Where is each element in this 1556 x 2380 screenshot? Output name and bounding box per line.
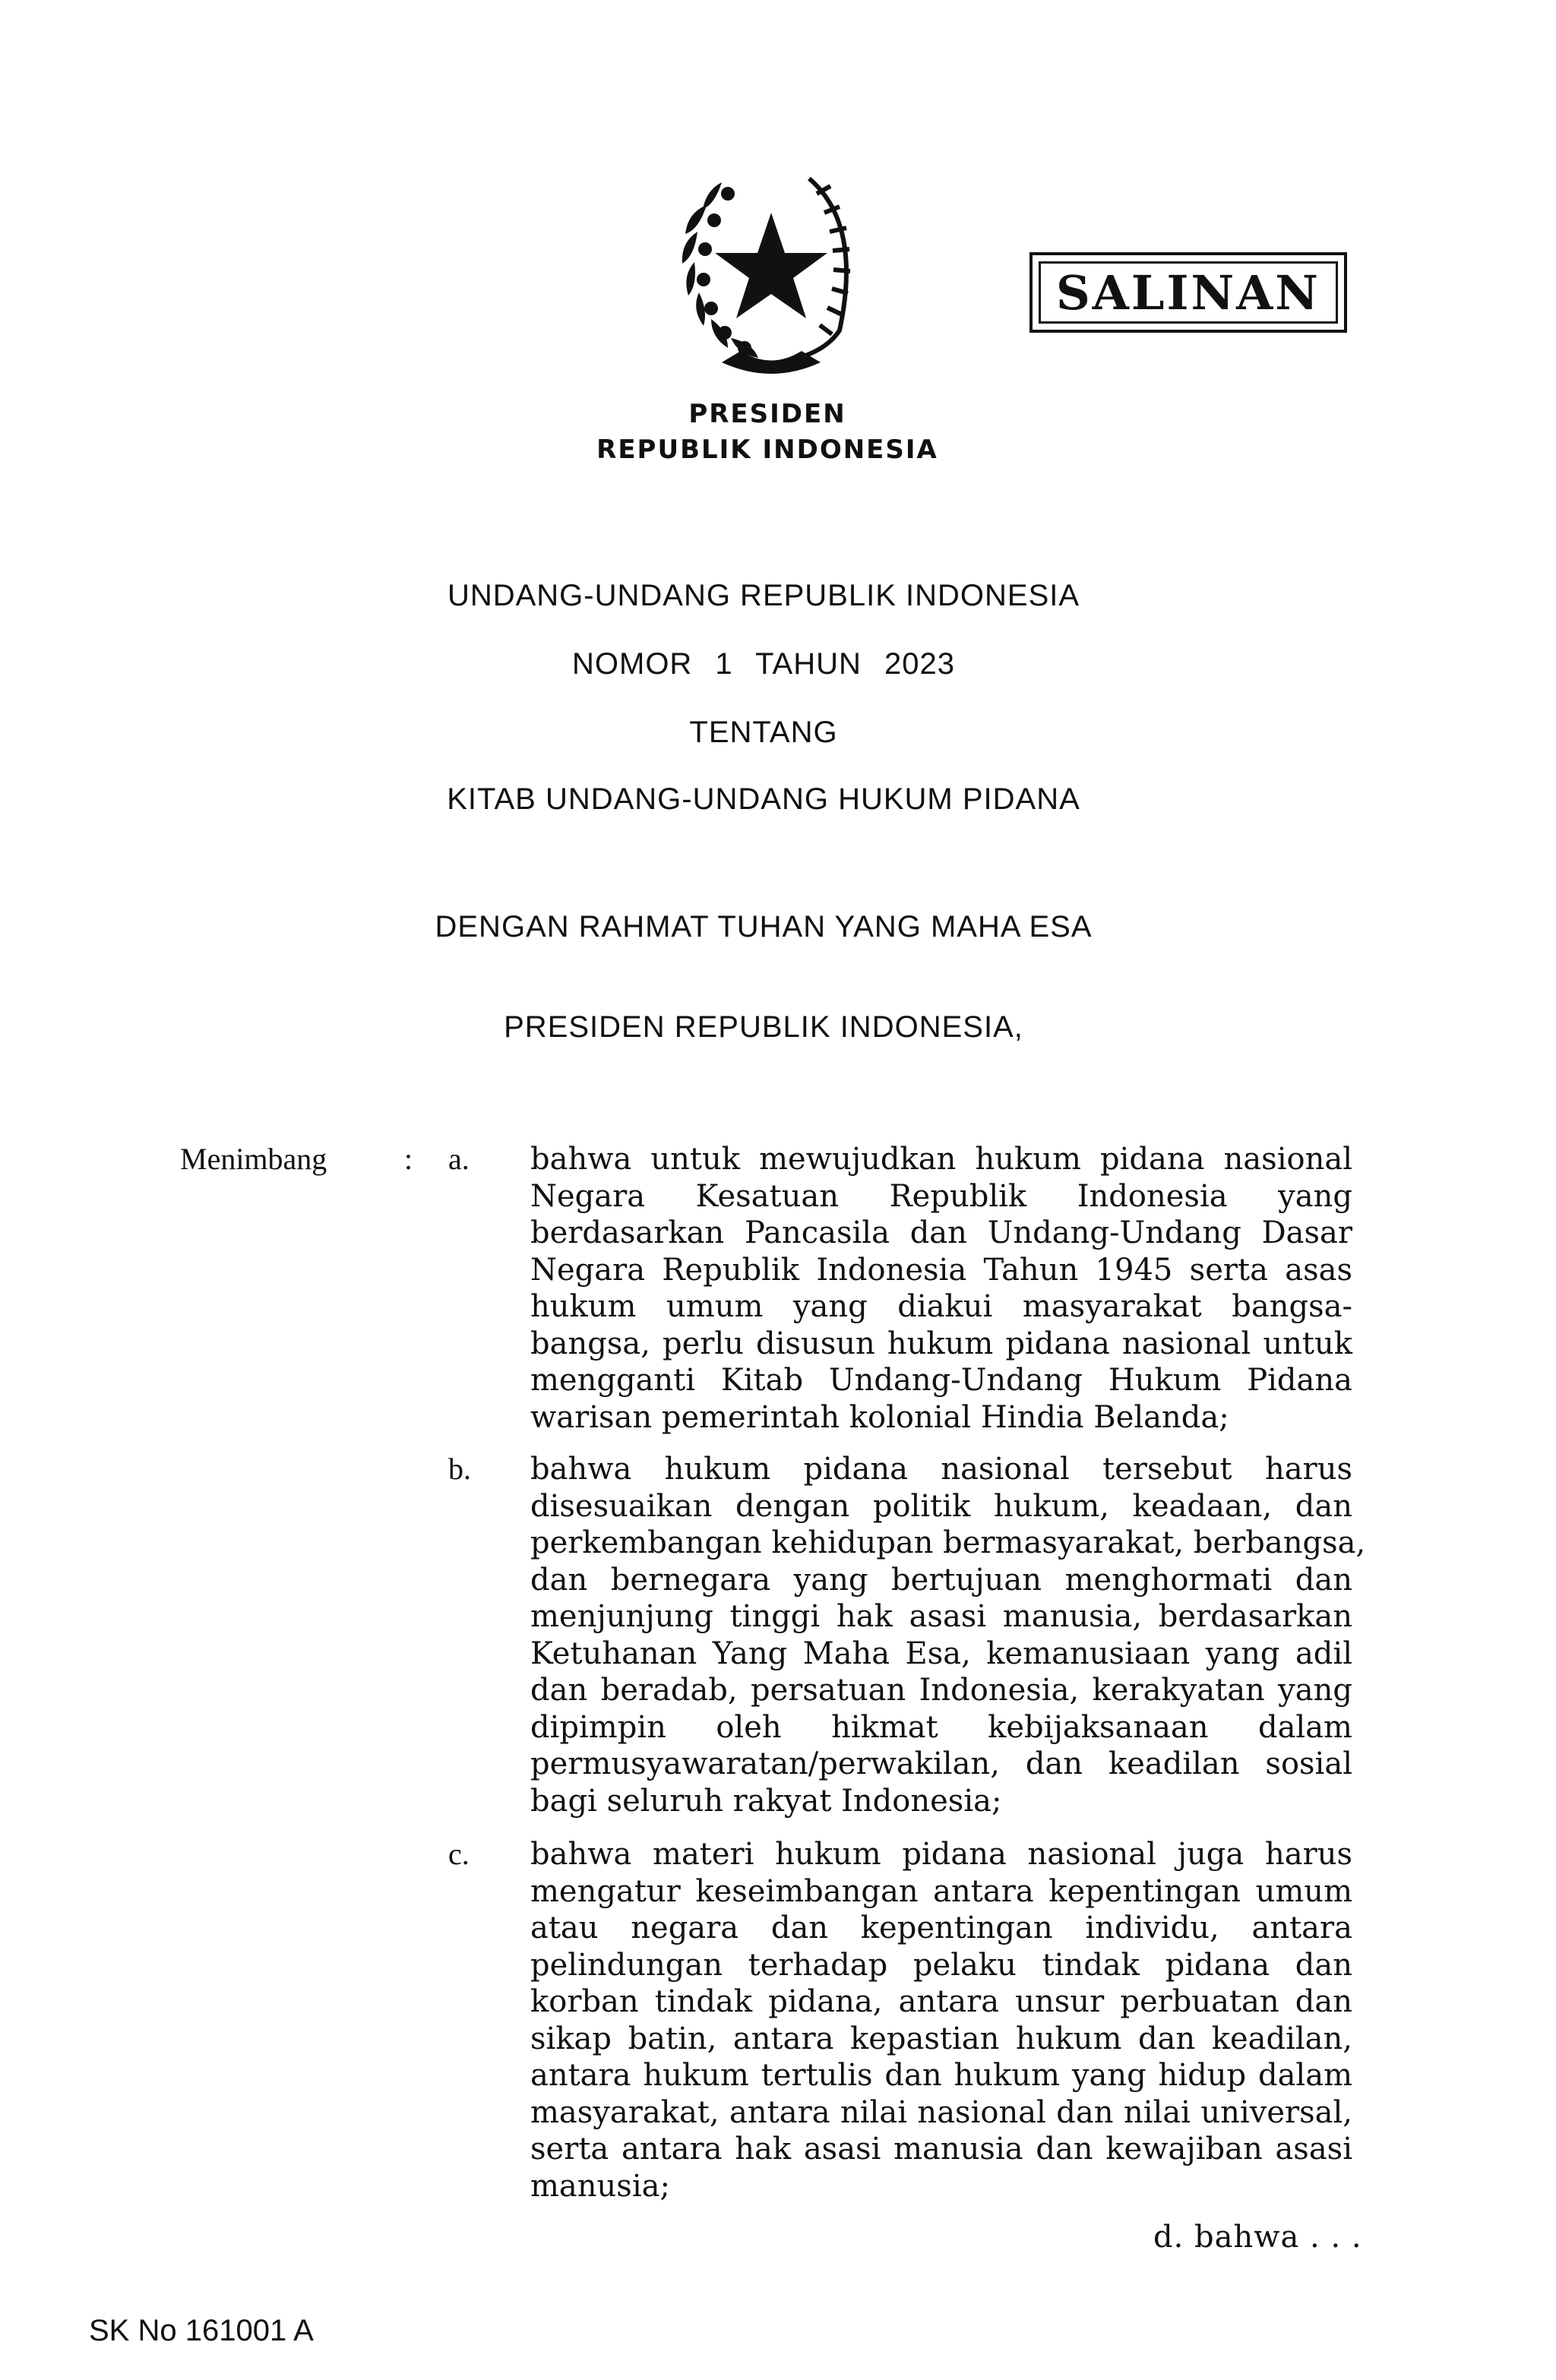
text-line: bagi seluruh rakyat Indonesia;: [530, 1783, 1002, 1819]
enacting-authority: PRESIDEN REPUBLIK INDONESIA,: [504, 1010, 1023, 1044]
item-marker-b: b.: [448, 1452, 471, 1486]
text-line: warisan pemerintah kolonial Hindia Belanda;: [530, 1399, 1229, 1435]
text-line: hukum umum yang diakui masyarakat bangsa-: [530, 1289, 1352, 1324]
text-line: sikap batin, antara kepastian hukum dan keadilan,: [530, 2021, 1352, 2056]
law-subject: KITAB UNDANG-UNDANG HUKUM PIDANA: [447, 782, 1080, 816]
text-line: berdasarkan Pancasila dan Undang-Undang Dasar: [530, 1215, 1352, 1250]
text-line: Negara Republik Indonesia Tahun 1945 serta asas: [530, 1252, 1352, 1288]
emblem-caption-republik: REPUBLIK INDONESIA: [596, 435, 938, 465]
garuda-star-emblem-icon: [669, 152, 874, 380]
text-line: bahwa untuk mewujudkan hukum pidana nasional: [530, 1142, 1352, 1177]
text-line: mengganti Kitab Undang-Undang Hukum Pidana: [530, 1363, 1352, 1398]
text-line: bahwa materi hukum pidana nasional juga harus: [530, 1837, 1352, 1872]
text-line: manusia;: [530, 2168, 670, 2204]
text-line: Negara Kesatuan Republik Indonesia yang: [530, 1178, 1352, 1214]
text-line: atau negara dan kepentingan individu, antara: [530, 1911, 1352, 1945]
item-marker-a: a.: [448, 1142, 470, 1176]
menimbang-label: Menimbang: [180, 1142, 327, 1176]
salinan-stamp: [1029, 252, 1347, 333]
item-marker-c: c.: [448, 1837, 470, 1871]
text-line: dipimpin oleh hikmat kebijaksanaan dalam: [530, 1709, 1352, 1745]
law-title: UNDANG-UNDANG REPUBLIK INDONESIA: [447, 579, 1080, 612]
consideration-item-a: [530, 1141, 1352, 1436]
text-line: dan bernegara yang bertujuan menghormati dan: [530, 1562, 1352, 1598]
consideration-item-c: [530, 1836, 1352, 2205]
law-tentang: TENTANG: [689, 716, 838, 749]
text-line: antara hukum tertulis dan hukum yang hidup dalam: [530, 2058, 1352, 2093]
text-line: masyarakat, antara nilai nasional dan nilai universal,: [530, 2094, 1352, 2130]
emblem-caption-presiden: PRESIDEN: [688, 399, 846, 429]
text-line: pelindungan terhadap pelaku tindak pidana dan: [530, 1947, 1352, 1983]
text-line: serta antara hak asasi manusia dan kewajiban asasi: [530, 2132, 1352, 2167]
law-number: NOMOR 1 TAHUN 2023: [572, 647, 955, 681]
salinan-stamp-text: SALINAN: [1039, 261, 1338, 324]
consideration-item-b: [530, 1451, 1366, 1819]
text-line: perkembangan kehidupan bermasyarakat, berbangsa,: [530, 1525, 1366, 1560]
menimbang-colon: :: [404, 1142, 413, 1176]
page-continuation: d. bahwa . . .: [1153, 2220, 1362, 2255]
text-line: permusyawaratan/perwakilan, dan keadilan sosial: [530, 1746, 1352, 1781]
text-line: menjunjung tinggi hak asasi manusia, berdasarkan: [530, 1599, 1352, 1634]
text-line: bangsa, perlu disusun hukum pidana nasional untuk: [530, 1326, 1352, 1361]
text-line: mengatur keseimbangan antara kepentingan umum: [530, 1873, 1352, 1909]
text-line: korban tindak pidana, antara unsur perbuatan dan: [530, 1984, 1352, 2019]
footer-document-code: SK No 161001 A: [89, 2314, 314, 2347]
invocation: DENGAN RAHMAT TUHAN YANG MAHA ESA: [435, 910, 1093, 943]
text-line: Ketuhanan Yang Maha Esa, kemanusiaan yang adil: [530, 1636, 1352, 1671]
text-line: dan beradab, persatuan Indonesia, kerakyatan yang: [530, 1673, 1352, 1708]
text-line: disesuaikan dengan politik hukum, keadaan, dan: [530, 1488, 1352, 1524]
text-line: bahwa hukum pidana nasional tersebut harus: [530, 1452, 1352, 1487]
